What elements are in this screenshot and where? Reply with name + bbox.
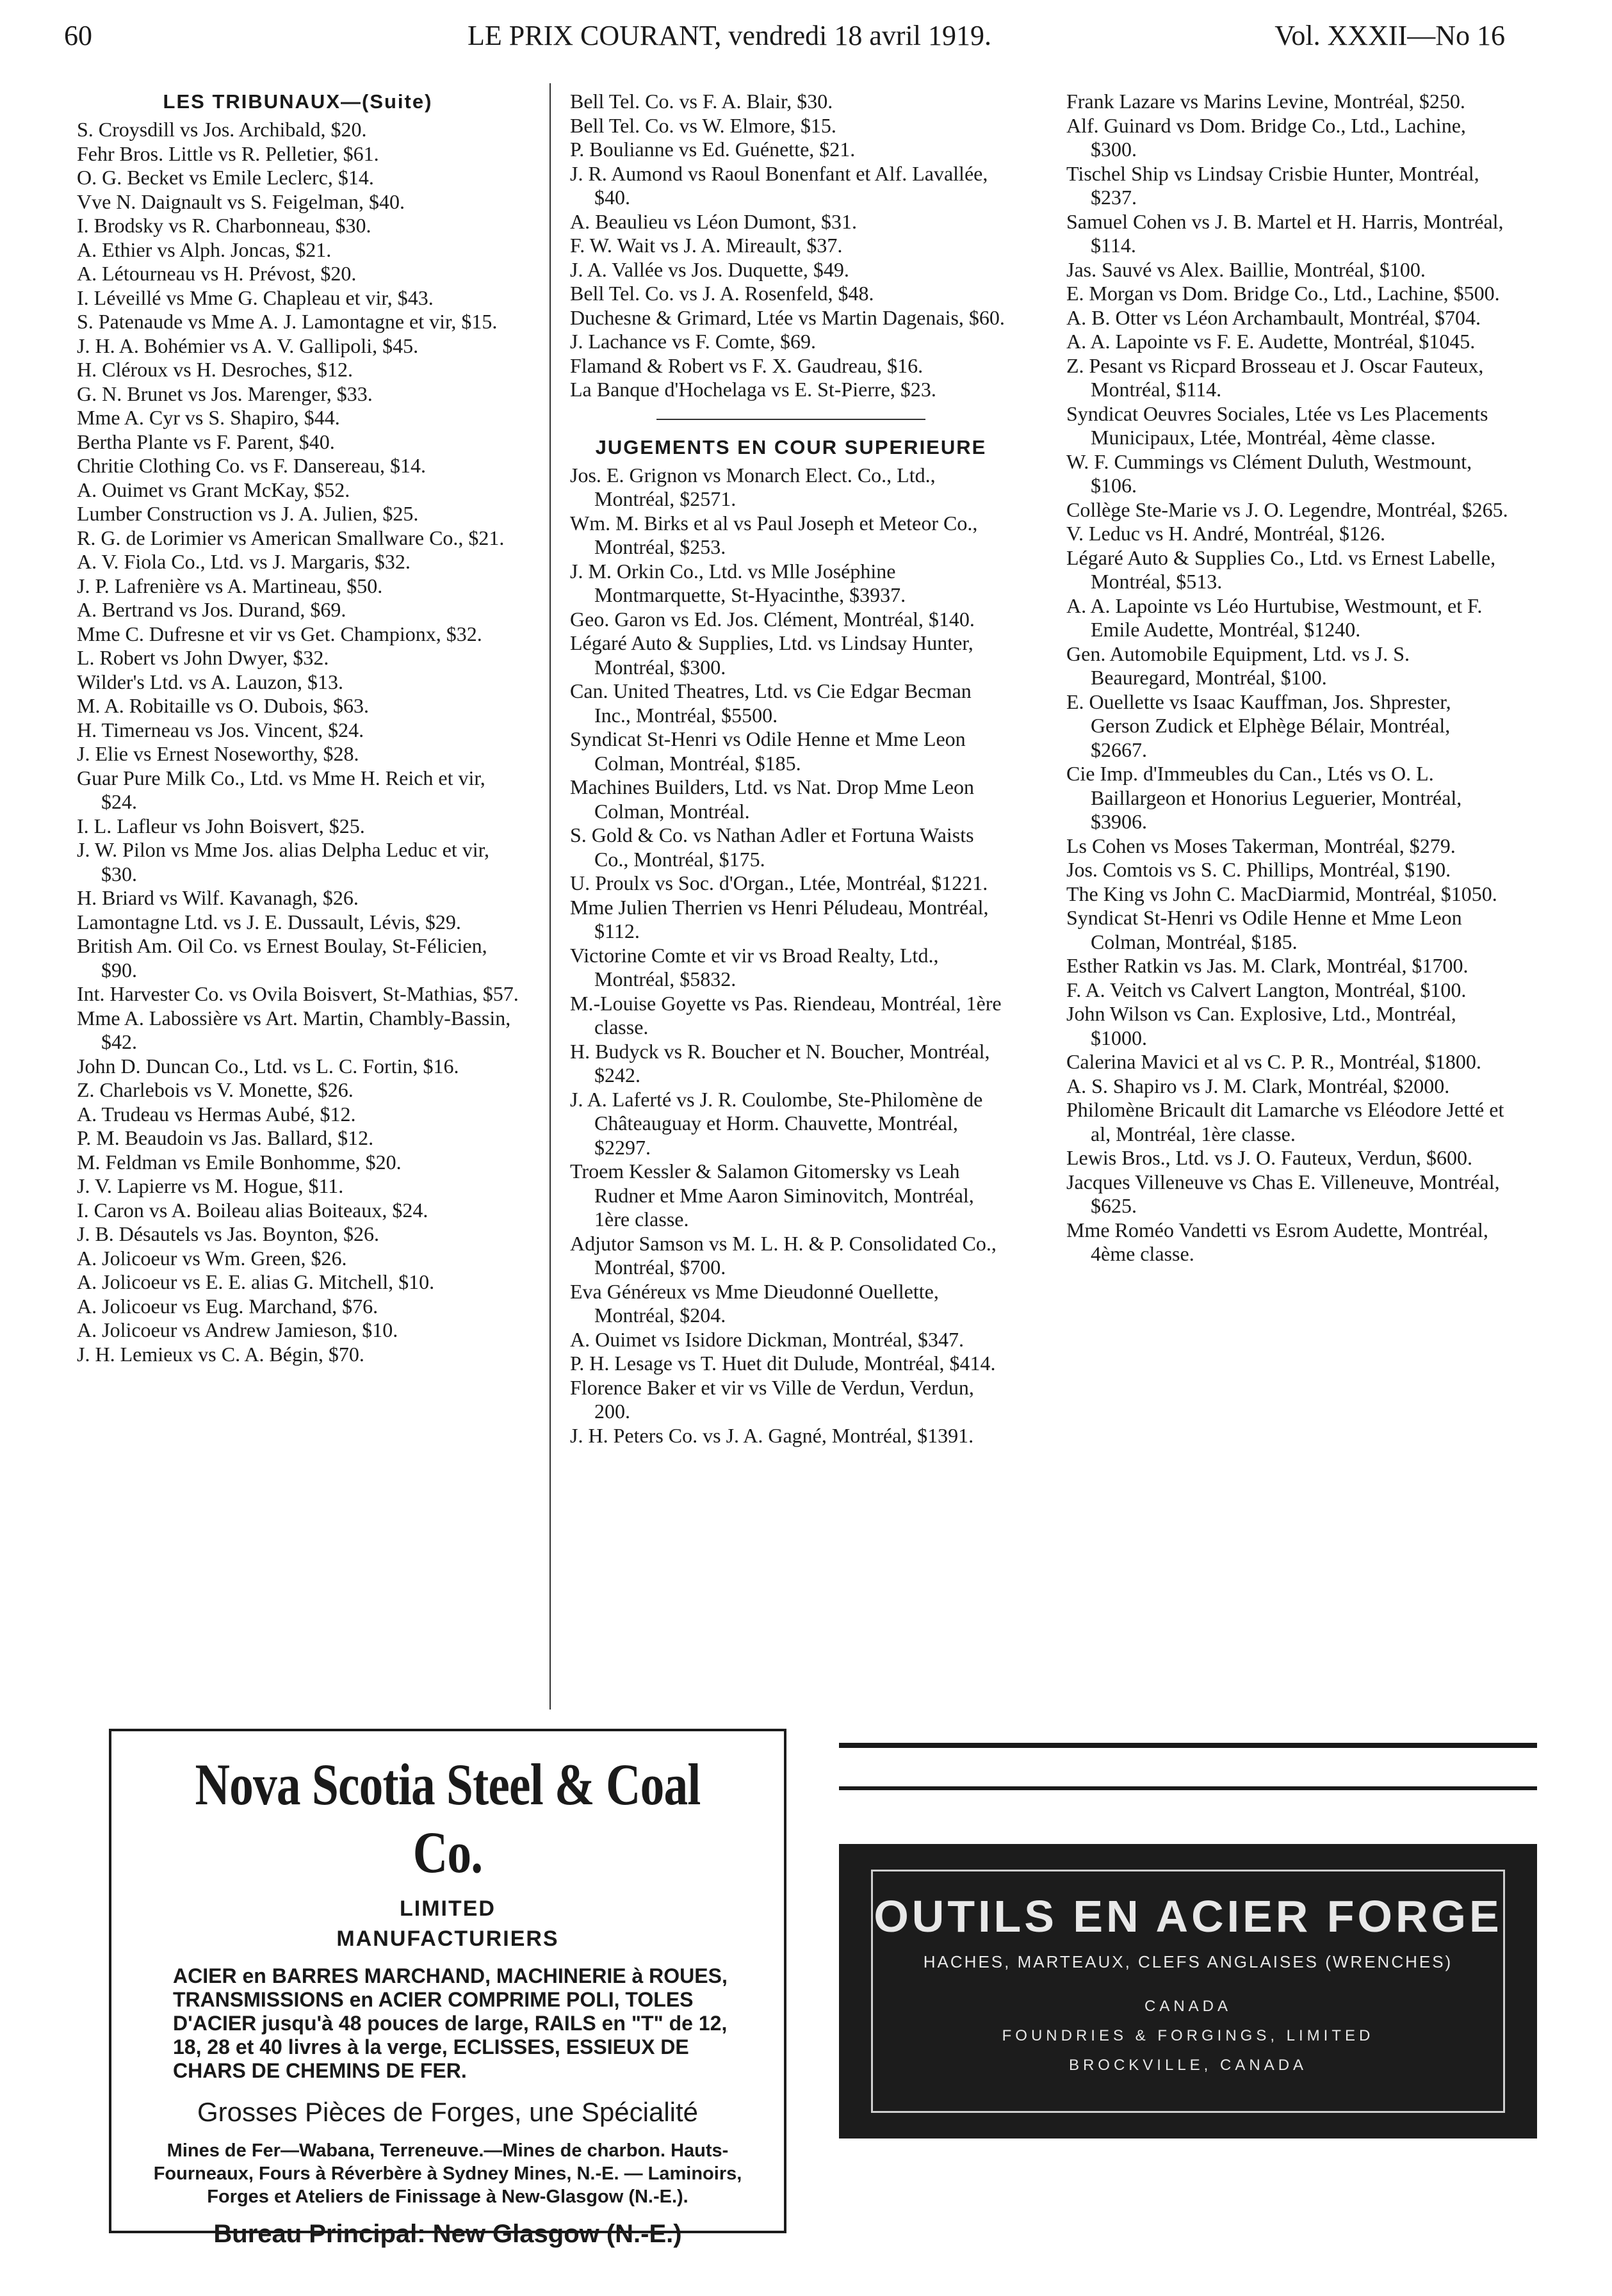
list-item: Fehr Bros. Little vs R. Pelletier, $61. <box>77 141 379 165</box>
list-item: F. A. Veitch vs Calvert Langton, Montréal, $100. <box>1066 978 1467 1001</box>
list-item: P. H. Lesage vs T. Huet dit Dulude, Montréal, $414. <box>570 1352 996 1375</box>
list-item: Troem Kessler & Salamon Gitomersky vs Leah Rudner et Mme Aaron Siminovitch, Montréal, 1ère classe. <box>570 1160 974 1231</box>
list-item: G. N. Brunet vs Jos. Marenger, $33. <box>77 382 373 405</box>
ad-city: BROCKVILLE, CANADA <box>1068 2057 1308 2074</box>
list-item: A. Jolicoeur vs Andrew Jamieson, $10. <box>77 1318 398 1341</box>
list-item: A. Létourneau vs H. Prévost, $20. <box>77 262 357 285</box>
list-item: Cie Imp. d'Immeubles du Can., Ltés vs O. L. Baillargeon et Honorius Leguerier, Montréal, $3906. <box>1066 762 1462 833</box>
list-item: A. V. Fiola Co., Ltd. vs J. Margaris, $32. <box>77 550 411 573</box>
list-item: Tischel Ship vs Lindsay Crisbie Hunter, Montréal, $237. <box>1066 161 1479 209</box>
list-item: A. S. Shapiro vs J. M. Clark, Montréal, $2000. <box>1066 1074 1450 1097</box>
list-item: Légaré Auto & Supplies, Ltd. vs Lindsay Hunter, Montréal, $300. <box>570 631 973 679</box>
list-item: Bell Tel. Co. vs W. Elmore, $15. <box>570 113 836 137</box>
list-item: Esther Ratkin vs Jas. M. Clark, Montréal, $1700. <box>1066 954 1469 977</box>
nova-scotia-steel-ad <box>109 1729 786 2248</box>
page-number: 60 <box>64 20 92 51</box>
list-item: Lumber Construction vs J. A. Julien, $25. <box>77 502 419 525</box>
list-item: I. Léveillé vs Mme G. Chapleau et vir, $43. <box>77 286 434 309</box>
list-item: Syndicat St-Henri vs Odile Henne et Mme Leon Colman, Montréal, $185. <box>570 727 966 775</box>
list-item: H. Briard vs Wilf. Kavanagh, $26. <box>77 886 359 909</box>
list-item: A. Ouimet vs Grant McKay, $52. <box>77 478 350 501</box>
list-item: I. Caron vs A. Boileau alias Boiteaux, $24. <box>77 1198 428 1222</box>
list-item: P. M. Beaudoin vs Jas. Ballard, $12. <box>77 1126 374 1149</box>
list-item: A. Jolicoeur vs Eug. Marchand, $76. <box>77 1294 379 1318</box>
list-item: Wilder's Ltd. vs A. Lauzon, $13. <box>77 670 343 693</box>
list-item: H. Budyck vs R. Boucher et N. Boucher, Montréal, $242. <box>570 1039 990 1087</box>
ad-rule <box>839 1786 1537 1790</box>
list-item: Gen. Automobile Equipment, Ltd. vs J. S. Beauregard, Montréal, $100. <box>1066 642 1410 689</box>
list-item: A. Jolicoeur vs E. E. alias G. Mitchell, $10. <box>77 1270 435 1293</box>
list-item: S. Gold & Co. vs Nathan Adler et Fortuna Waists Co., Montréal, $175. <box>570 823 974 871</box>
list-item: E. Ouellette vs Isaac Kauffman, Jos. Shprester, Gerson Zudick et Elphège Bélair, Montréal, $2667. <box>1066 690 1451 761</box>
list-item: R. G. de Lorimier vs American Smallware Co., $21. <box>77 526 505 549</box>
list-item: British Am. Oil Co. vs Ernest Boulay, St-Félicien, $90. <box>77 934 487 982</box>
list-item: A. Bertrand vs Jos. Durand, $69. <box>77 598 346 621</box>
section-heading: JUGEMENTS EN COUR SUPERIEURE <box>595 435 987 458</box>
list-item: Bell Tel. Co. vs F. A. Blair, $30. <box>570 90 833 113</box>
list-item: A. A. Lapointe vs F. E. Audette, Montréal, $1045. <box>1066 330 1476 353</box>
list-item: M. Feldman vs Emile Bonhomme, $20. <box>77 1150 402 1174</box>
list-item: Jas. Sauvé vs Alex. Baillie, Montréal, $100. <box>1066 257 1426 281</box>
list-item: V. Leduc vs H. André, Montréal, $126. <box>1066 522 1385 545</box>
list-item: Machines Builders, Ltd. vs Nat. Drop Mme Leon Colman, Montréal. <box>570 775 974 823</box>
list-item: A. Jolicoeur vs Wm. Green, $26. <box>77 1246 347 1270</box>
list-item: Ls Cohen vs Moses Takerman, Montréal, $279. <box>1066 834 1456 857</box>
ad-company: FOUNDRIES & FORGINGS, LIMITED <box>1002 2027 1374 2044</box>
list-item: Alf. Guinard vs Dom. Bridge Co., Ltd., Lachine, $300. <box>1066 113 1466 161</box>
list-item: Guar Pure Milk Co., Ltd. vs Mme H. Reich et vir, $24. <box>77 766 485 813</box>
entry-list <box>77 118 519 1366</box>
section-divider <box>656 419 925 420</box>
list-item: J. A. Laferté vs J. R. Coulombe, Ste-Philomène de Châteauguay et Horm. Chauvette, Montréal, $2297. <box>570 1087 983 1159</box>
ad-company-name: Nova Scotia Steel & Coal Co. <box>195 1752 701 1885</box>
list-item: I. Brodsky vs R. Charbonneau, $30. <box>77 214 371 237</box>
list-item: H. Cléroux vs H. Desroches, $12. <box>77 358 354 381</box>
ad-limited: LIMITED <box>400 1896 496 1921</box>
list-item: Philomène Bricault dit Lamarche vs Eléodore Jetté et al, Montréal, 1ère classe. <box>1066 1098 1504 1145</box>
forged-tools-ad <box>839 1844 1537 2138</box>
list-item: J. R. Aumond vs Raoul Bonenfant et Alf. Lavallée, $40. <box>570 161 988 209</box>
list-item: A. B. Otter vs Léon Archambault, Montréal, $704. <box>1066 305 1481 329</box>
list-item: J. H. A. Bohémier vs A. V. Gallipoli, $45. <box>77 334 419 357</box>
ad-country: CANADA <box>1144 1998 1232 2015</box>
list-item: Vve N. Daignault vs S. Feigelman, $40. <box>77 190 405 213</box>
list-item: S. Croysdill vs Jos. Archibald, $20. <box>77 118 367 141</box>
list-item: Mme C. Dufresne et vir vs Get. Championx, $32. <box>77 622 482 645</box>
list-item: Z. Pesant vs Ricpard Brosseau et J. Oscar Fauteux, Montréal, $114. <box>1066 353 1484 401</box>
ad-locations: Mines de Fer—Wabana, Terreneuve.—Mines de charbon. Hauts-Fourneaux, Fours à Réverbère à Sydney Mines, N.-E. — Laminoirs, Forges et Ateliers de Finissage à New-Glasgow (N.-E.). <box>153 2140 742 2207</box>
ad-head-office: Bureau Principal: New Glasgow (N.-E.) <box>213 2220 682 2248</box>
list-item: J. P. Lafrenière vs A. Martineau, $50. <box>77 574 383 597</box>
list-item: Duchesne & Grimard, Ltée vs Martin Dagenais, $60. <box>570 305 1005 329</box>
list-item: W. F. Cummings vs Clément Duluth, Westmount, $106. <box>1066 449 1472 497</box>
list-item: Jos. E. Grignon vs Monarch Elect. Co., Ltd., Montréal, $2571. <box>570 463 936 510</box>
ad-frame <box>871 1870 1505 2113</box>
list-item: La Banque d'Hochelaga vs E. St-Pierre, $23. <box>570 378 936 401</box>
list-item: P. Boulianne vs Ed. Guénette, $21. <box>570 138 856 161</box>
list-item: Lewis Bros., Ltd. vs J. O. Fauteux, Verdun, $600. <box>1066 1146 1473 1169</box>
list-item: J. H. Lemieux vs C. A. Bégin, $70. <box>77 1342 364 1366</box>
list-item: Bertha Plante vs F. Parent, $40. <box>77 430 335 453</box>
list-item: Jos. Comtois vs S. C. Phillips, Montréal, $190. <box>1066 858 1451 881</box>
list-item: Samuel Cohen vs J. B. Martel et H. Harris, Montréal, $114. <box>1066 209 1504 257</box>
list-item: Mme A. Labossière vs Art. Martin, Chambly-Bassin, $42. <box>77 1006 511 1053</box>
section-heading: LES TRIBUNAUX—(Suite) <box>163 90 433 113</box>
list-item: M.-Louise Goyette vs Pas. Riendeau, Montréal, 1ère classe. <box>570 991 1002 1039</box>
list-item: Eva Généreux vs Mme Dieudonné Ouellette, Montréal, $204. <box>570 1279 939 1327</box>
list-item: Adjutor Samson vs M. L. H. & P. Consolidated Co., Montréal, $700. <box>570 1231 997 1279</box>
list-item: J. H. Peters Co. vs J. A. Gagné, Montréal, $1391. <box>570 1423 974 1447</box>
list-item: S. Patenaude vs Mme A. J. Lamontagne et vir, $15. <box>77 310 498 333</box>
list-item: Mme Roméo Vandetti vs Esrom Audette, Montréal, 4ème classe. <box>1066 1218 1488 1265</box>
list-item: A. Trudeau vs Hermas Aubé, $12. <box>77 1102 356 1126</box>
list-item: John D. Duncan Co., Ltd. vs L. C. Fortin, $16. <box>77 1054 459 1078</box>
list-item: Mme Julien Therrien vs Henri Péludeau, Montréal, $112. <box>570 895 989 942</box>
ad-rule <box>839 1743 1537 1748</box>
list-item: O. G. Becket vs Emile Leclerc, $14. <box>77 166 374 189</box>
list-item: J. Lachance vs F. Comte, $69. <box>570 330 817 353</box>
list-item: F. W. Wait vs J. A. Mireault, $37. <box>570 234 843 257</box>
list-item: Geo. Garon vs Ed. Jos. Clément, Montréal, $140. <box>570 607 975 631</box>
ad-products: ACIER en BARRES MARCHAND, MACHINERIE à ROUES, TRANSMISSIONS en ACIER COMPRIME POLI, TOLES D'ACIER jusqu'à 48 pouces de large, RAILS en "T" de 12, 18, 28 et 40 livres à la verge, ECLISSES, ESSIEUX DE CHARS DE CHEMINS DE FER. <box>173 1964 728 2082</box>
list-item: A. A. Lapointe vs Léo Hurtubise, Westmount, et F. Emile Audette, Montréal, $1240. <box>1066 594 1483 641</box>
list-item: E. Morgan vs Dom. Bridge Co., Ltd., Lachine, $500. <box>1066 282 1500 305</box>
list-item: Syndicat Oeuvres Sociales, Ltée vs Les Placements Municipaux, Ltée, Montréal, 4ème classe. <box>1066 401 1488 449</box>
list-item: Jacques Villeneuve vs Chas E. Villeneuve, Montréal, $625. <box>1066 1170 1500 1217</box>
list-item: M. A. Robitaille vs O. Dubois, $63. <box>77 694 370 717</box>
list-item: Victorine Comte et vir vs Broad Realty, Ltd., Montréal, $5832. <box>570 943 939 990</box>
list-item: Calerina Mavici et al vs C. P. R., Montréal, $1800. <box>1066 1050 1481 1073</box>
list-item: Mme A. Cyr vs S. Shapiro, $44. <box>77 406 340 429</box>
ad-manufacturers: MANUFACTURIERS <box>336 1927 559 1951</box>
list-item: Can. United Theatres, Ltd. vs Cie Edgar Becman Inc., Montréal, $5500. <box>570 679 972 727</box>
list-item: Lamontagne Ltd. vs J. E. Dussault, Lévis, $29. <box>77 910 461 934</box>
list-item: J. W. Pilon vs Mme Jos. alias Delpha Leduc et vir, $30. <box>77 838 489 885</box>
page-header <box>58 19 1505 58</box>
list-item: I. L. Lafleur vs John Boisvert, $25. <box>77 814 365 837</box>
list-item: Int. Harvester Co. vs Ovila Boisvert, St-Mathias, $57. <box>77 982 519 1005</box>
list-item: John Wilson vs Can. Explosive, Ltd., Montréal, $1000. <box>1066 1002 1456 1049</box>
list-item: A. Ouimet vs Isidore Dickman, Montréal, $347. <box>570 1327 964 1351</box>
list-item: Flamand & Robert vs F. X. Gaudreau, $16. <box>570 353 924 377</box>
newspaper-title: LE PRIX COURANT, vendredi 18 avril 1919. <box>468 20 991 51</box>
list-item: The King vs John C. MacDiarmid, Montréal, $1050. <box>1066 882 1497 905</box>
list-item: Syndicat St-Henri vs Odile Henne et Mme Leon Colman, Montréal, $185. <box>1066 906 1462 953</box>
entry-list <box>1066 90 1508 1266</box>
list-item: Wm. M. Birks et al vs Paul Joseph et Meteor Co., Montréal, $253. <box>570 511 978 558</box>
list-item: H. Timerneau vs Jos. Vincent, $24. <box>77 718 364 741</box>
list-item: L. Robert vs John Dwyer, $32. <box>77 646 329 669</box>
column-1 <box>77 90 519 1366</box>
list-item: A. Ethier vs Alph. Joncas, $21. <box>77 238 332 261</box>
list-item: J. Elie vs Ernest Noseworthy, $28. <box>77 742 359 765</box>
list-item: Florence Baker et vir vs Ville de Verdun, Verdun, 200. <box>570 1375 974 1423</box>
list-item: Chritie Clothing Co. vs F. Dansereau, $14. <box>77 454 426 477</box>
list-item: Collège Ste-Marie vs J. O. Legendre, Montréal, $265. <box>1066 497 1508 521</box>
list-item: J. B. Désautels vs Jas. Boynton, $26. <box>77 1222 379 1245</box>
list-item: A. Beaulieu vs Léon Dumont, $31. <box>570 209 857 233</box>
list-item: J. A. Vallée vs Jos. Duquette, $49. <box>570 257 849 281</box>
list-item: Bell Tel. Co. vs J. A. Rosenfeld, $48. <box>570 282 874 305</box>
entry-list <box>570 90 1012 402</box>
column-2 <box>570 90 1012 1448</box>
list-item: U. Proulx vs Soc. d'Organ., Ltée, Montréal, $1221. <box>570 871 988 894</box>
list-item: Frank Lazare vs Marins Levine, Montréal, $250. <box>1066 90 1465 113</box>
entry-list <box>570 464 1012 1448</box>
ad-title: OUTILS EN ACIER FORGE <box>874 1891 1502 1941</box>
column-divider <box>550 83 551 1710</box>
volume-number: Vol. XXXII—No 16 <box>1274 20 1505 51</box>
list-item: J. V. Lapierre vs M. Hogue, $11. <box>77 1174 344 1197</box>
list-item: Légaré Auto & Supplies Co., Ltd. vs Ernest Labelle, Montréal, $513. <box>1066 546 1496 593</box>
list-item: Z. Charlebois vs V. Monette, $26. <box>77 1078 354 1101</box>
column-3 <box>1066 90 1508 1266</box>
list-item: J. M. Orkin Co., Ltd. vs Mlle Joséphine Montmarquette, St-Hyacinthe, $3937. <box>570 559 906 606</box>
ad-specialty: Grosses Pièces de Forges, une Spécialité <box>197 2097 699 2127</box>
ad-subtitle: HACHES, MARTEAUX, CLEFS ANGLAISES (WRENCHES) <box>923 1952 1453 1971</box>
